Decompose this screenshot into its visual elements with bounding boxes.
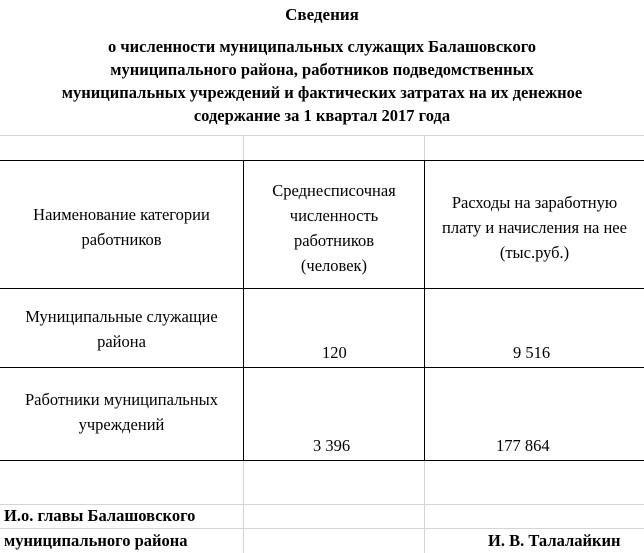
headcount-value: 3 396	[313, 436, 351, 455]
signatory-name: И. В. Талалайкин	[488, 531, 621, 550]
table-border	[0, 367, 644, 368]
subtitle-line: содержание за 1 квартал 2017 года	[193, 106, 451, 125]
column-header-expenses: Расходы на заработную плату и начисления на нее (тыс.руб.)	[442, 193, 627, 262]
table-border	[0, 160, 644, 161]
table-row-name: Работники муниципальных учреждений	[24, 390, 218, 434]
column-header-headcount: Среднесписочная численность работников (человек)	[272, 181, 396, 275]
document-title: Сведения	[285, 5, 359, 24]
column-header-category: Наименование категории работников	[33, 205, 210, 249]
gridline	[0, 504, 644, 505]
table-border	[0, 288, 644, 289]
signatory-position: муниципального района	[4, 531, 188, 550]
subtitle-line: муниципального района, работников подведомственных	[110, 60, 534, 79]
document-subtitle	[0, 35, 644, 127]
table-border	[0, 460, 644, 461]
expenses-value: 9 516	[513, 343, 551, 362]
headcount-value: 120	[322, 343, 347, 362]
gridline	[0, 528, 644, 529]
table-row-name: Муниципальные служащие района	[25, 307, 218, 351]
subtitle-line: муниципальных учреждений и фактических затратах на их денежное	[61, 83, 583, 102]
expenses-value: 177 864	[496, 436, 550, 455]
subtitle-line: о численности муниципальных служащих Балашовского	[107, 37, 537, 56]
gridline	[0, 135, 644, 136]
signatory-position: И.о. главы Балашовского	[4, 506, 196, 525]
